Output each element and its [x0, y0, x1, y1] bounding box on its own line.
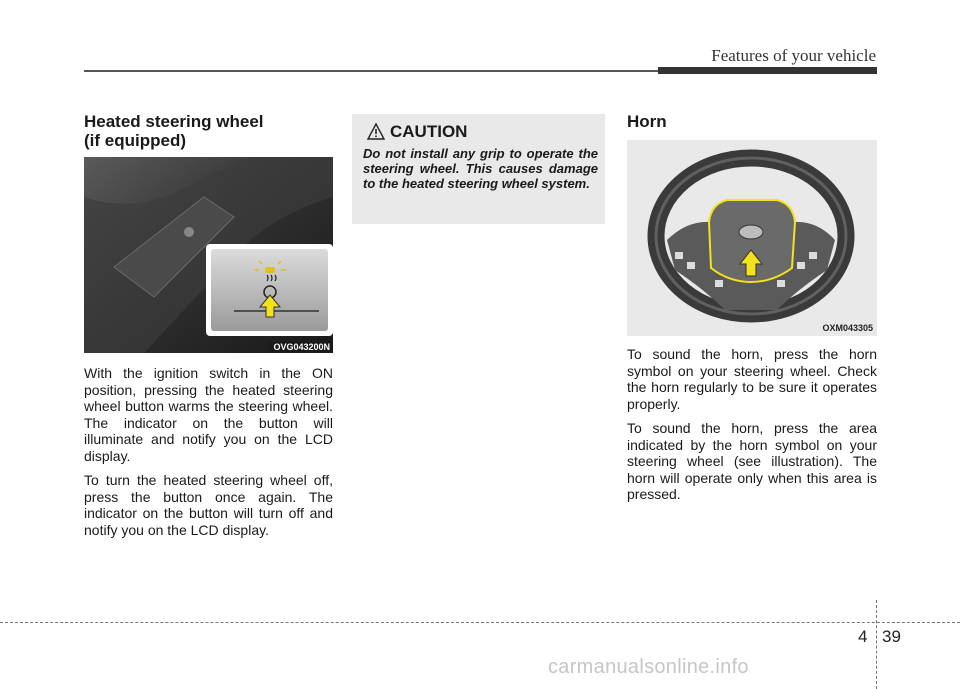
section-title: Features of your vehicle [711, 46, 876, 65]
header-rule-thick [658, 67, 877, 74]
left-body [84, 365, 333, 546]
footer-vertical-dash [876, 600, 877, 689]
left-paragraph-1: With the ignition switch in the ON position, pressing the heated steering wheel button warms the steering wheel. The indicator on the button will illuminate and notify you on the LCD display. [84, 365, 333, 464]
page-number: 39 [882, 627, 901, 646]
caution-title: CAUTION [390, 122, 468, 141]
heated-button-illustration [84, 157, 333, 353]
caution-text: Do not install any grip to operate the steering wheel. This causes damage to the heated steering wheel system. [363, 146, 598, 191]
watermark: carmanualsonline.info [548, 656, 749, 678]
caution-box [352, 114, 605, 224]
horn-heading: Horn [627, 112, 667, 131]
horn-figure [627, 140, 877, 336]
left-paragraph-2: To turn the heated steering wheel off, press the button once again. The indicator on the button will turn off and notify you on the LCD display. [84, 472, 333, 538]
chapter-number: 4 [858, 627, 868, 646]
heading-line-1: Heated steering wheel [84, 112, 264, 131]
heated-steering-heading [84, 112, 334, 150]
heading-line-2: (if equipped) [84, 131, 186, 150]
right-body [627, 346, 877, 511]
right-paragraph-1: To sound the horn, press the horn symbol on your steering wheel. Check the horn regularly to be sure it operates properly. [627, 346, 877, 412]
header-rule-thin [84, 70, 660, 72]
heated-steering-figure [84, 157, 333, 353]
figure-code: OXM043305 [822, 323, 873, 333]
footer-dashed-rule [0, 622, 960, 623]
warning-icon [367, 123, 385, 140]
right-paragraph-2: To sound the horn, press the area indicated by the horn symbol on your steering wheel (see illustration). The horn will operate only when this area is pressed. [627, 420, 877, 502]
figure-code: OVG043200N [270, 342, 333, 353]
steering-wheel-illustration [627, 140, 877, 336]
